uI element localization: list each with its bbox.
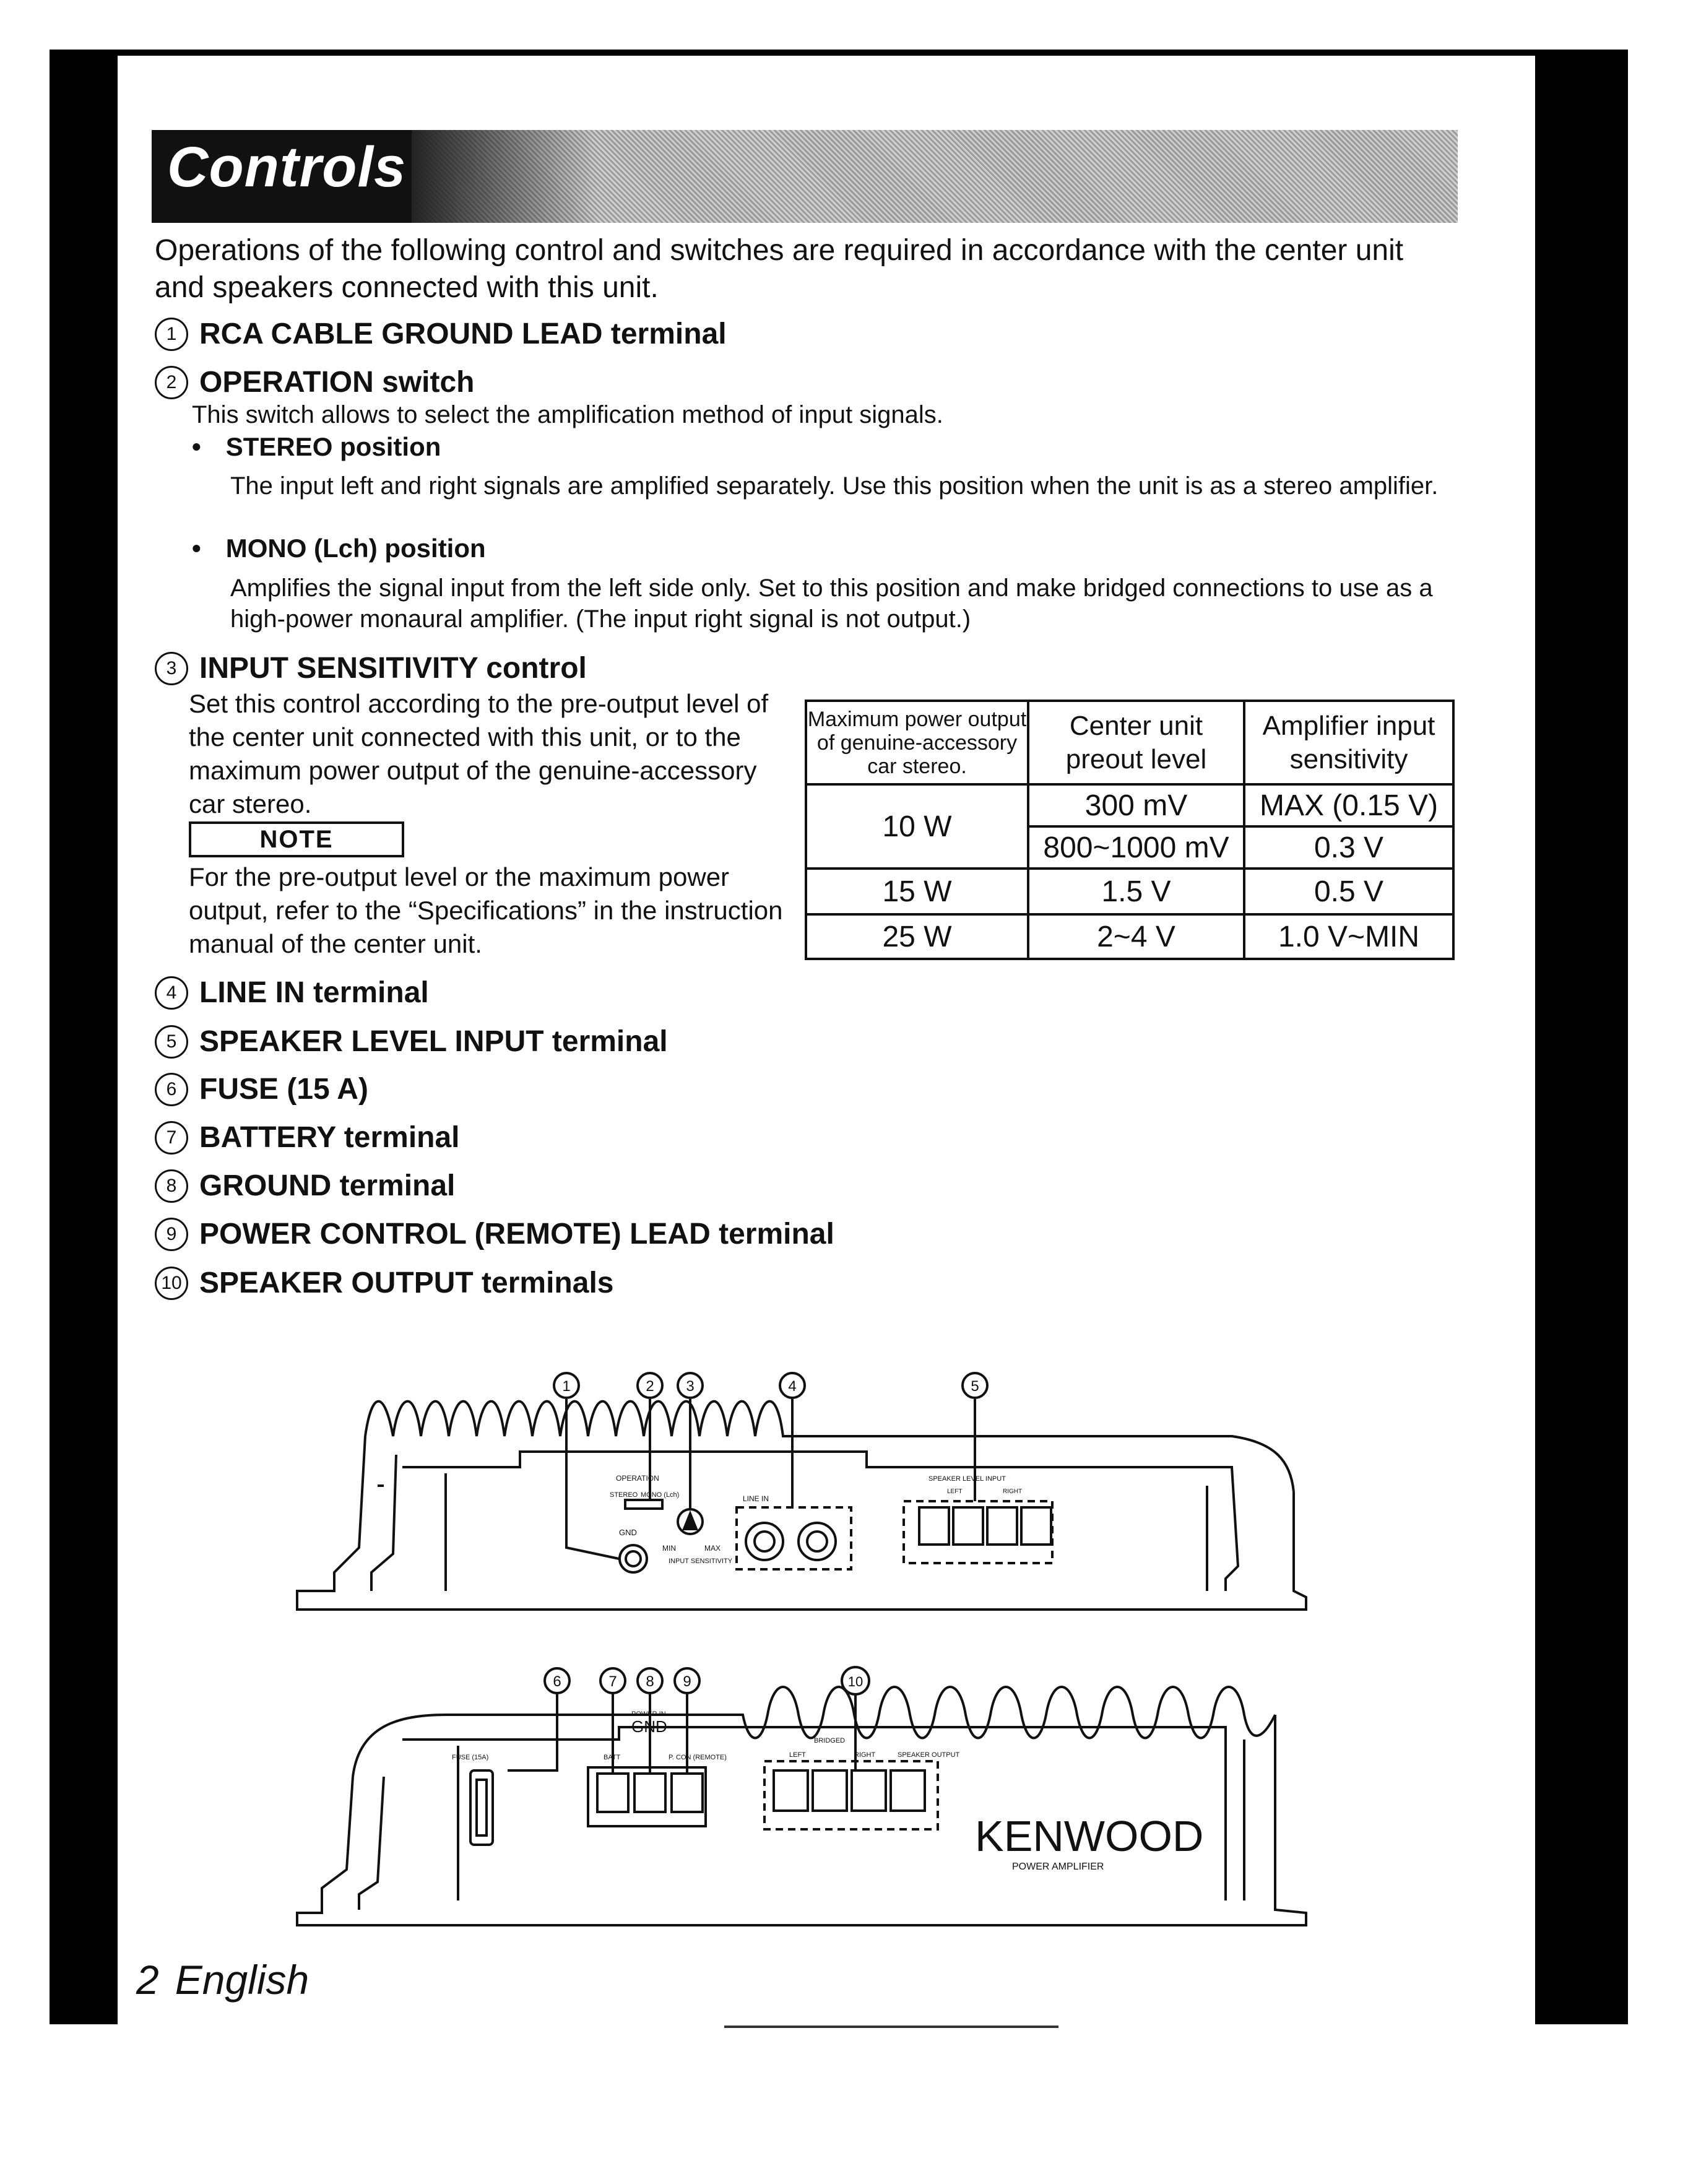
remote-terminal-icon: [672, 1774, 703, 1812]
speaker-input-terminal-icon: [987, 1507, 1017, 1545]
table-row: [806, 784, 1453, 826]
bottom-rule: [724, 2026, 1058, 2028]
item-number: 10: [155, 1267, 188, 1300]
table-header: Maximum power output of genuine-accessory car stereo.: [806, 701, 1028, 784]
callout-number: 3: [686, 1378, 695, 1395]
diagram-label: RIGHT: [854, 1751, 876, 1759]
operation-switch-icon: [625, 1500, 662, 1509]
page-title: Controls: [167, 136, 407, 199]
speaker-output-terminal-icon: [891, 1770, 925, 1811]
callout-number: 4: [788, 1378, 797, 1395]
table-header: Amplifier input sensitivity: [1244, 701, 1453, 784]
item-rca-ground: [155, 317, 727, 351]
item-label: GROUND terminal: [199, 1169, 456, 1202]
item-power-control: [155, 1217, 834, 1251]
diagram-label: MONO (Lch): [641, 1491, 680, 1499]
item-number: 6: [155, 1073, 188, 1106]
item-input-sensitivity: [155, 651, 587, 685]
diagram-label: SPEAKER OUTPUT: [898, 1751, 960, 1759]
diagram-label: MAX: [704, 1544, 721, 1553]
brand-logo: KENWOOD: [975, 1812, 1204, 1860]
diagram-label: P. CON (REMOTE): [669, 1754, 727, 1761]
table-cell: 0.3 V: [1244, 826, 1453, 869]
stereo-desc: The input left and right signals are amplified separately. Use this position when the unit is as a stereo amplifier.: [230, 472, 1439, 500]
callout-number: 2: [646, 1378, 654, 1395]
table-cell: 1.0 V~MIN: [1244, 914, 1453, 959]
table-cell: 10 W: [806, 784, 1028, 869]
fuse-icon: [470, 1770, 493, 1845]
diagram-label: LEFT: [947, 1488, 963, 1495]
item-label: SPEAKER LEVEL INPUT terminal: [199, 1025, 668, 1058]
table-cell: 25 W: [806, 914, 1028, 959]
item-label: RCA CABLE GROUND LEAD terminal: [199, 318, 727, 350]
speaker-output-terminal-icon: [774, 1770, 808, 1811]
item-label: INPUT SENSITIVITY control: [199, 652, 587, 685]
item-number: 2: [155, 366, 188, 399]
table-cell: 0.5 V: [1244, 869, 1453, 914]
item-number: 3: [155, 652, 188, 685]
table-row: [806, 914, 1453, 959]
speaker-output-terminal-icon: [852, 1770, 886, 1811]
amp-top-panel: [297, 1373, 1306, 1610]
item-speaker-output: [155, 1266, 613, 1300]
sensitivity-desc: Set this control according to the pre-output level of the center unit connected with this unit, or to the maximum power output of the genuine-accessory car stereo.: [189, 689, 769, 818]
table-cell: 2~4 V: [1028, 914, 1244, 959]
diagram-label: GND: [631, 1717, 667, 1736]
scan-border-left: [50, 50, 118, 2024]
stereo-heading: [192, 432, 441, 462]
item-number: 9: [155, 1218, 188, 1251]
callout-number: 5: [971, 1378, 979, 1395]
table-cell: MAX (0.15 V): [1244, 784, 1453, 826]
speaker-input-terminal-icon: [953, 1507, 983, 1545]
callout-number: 6: [553, 1673, 561, 1690]
table-header: Center unit preout level: [1028, 701, 1244, 784]
item-label: POWER CONTROL (REMOTE) LEAD terminal: [199, 1218, 834, 1250]
speaker-input-terminal-icon: [919, 1507, 949, 1545]
item-operation-switch: [155, 365, 475, 399]
line-in-left-icon: [746, 1523, 783, 1560]
brand-subtitle: POWER AMPLIFIER: [1012, 1861, 1104, 1872]
diagram-label: POWER IN: [631, 1710, 666, 1718]
diagram-label: RIGHT: [1003, 1488, 1023, 1495]
callout-number: 9: [683, 1673, 691, 1690]
item-number: 7: [155, 1121, 188, 1155]
ground-terminal-icon: [634, 1774, 665, 1812]
diagram-label: SPEAKER LEVEL INPUT: [928, 1475, 1006, 1483]
item-number: 5: [155, 1025, 188, 1059]
callout-number: 8: [646, 1673, 654, 1690]
item-ground: [155, 1169, 455, 1203]
bullet-icon: •: [192, 432, 201, 461]
item-line-in: [155, 976, 429, 1010]
item-label: FUSE (15 A): [199, 1073, 368, 1106]
item-label: OPERATION switch: [199, 366, 475, 399]
item-label: BATTERY terminal: [199, 1121, 460, 1154]
bullet-icon: •: [192, 534, 201, 563]
page-number: 2: [136, 1957, 159, 2003]
table-header-row: [806, 701, 1453, 784]
stereo-label: STEREO position: [225, 432, 441, 461]
diagram-label: GND: [619, 1528, 637, 1537]
callout-number: 7: [608, 1673, 617, 1690]
battery-terminal-icon: [597, 1774, 628, 1812]
note-label: NOTE: [189, 821, 404, 857]
mono-label: MONO (Lch) position: [225, 534, 486, 563]
line-in-right-icon: [799, 1523, 836, 1560]
intro-text: Operations of the following control and switches are required in accordance with the center unit and speakers connected with this unit.: [155, 234, 1404, 304]
scan-border-right: [1535, 50, 1628, 2024]
item-battery: [155, 1120, 460, 1155]
item-fuse: [155, 1072, 368, 1106]
item-number: 8: [155, 1169, 188, 1203]
item-number: 4: [155, 976, 188, 1010]
footer-language: English: [175, 1957, 309, 2003]
diagram-label: MIN: [662, 1544, 676, 1553]
diagram-label: BRIDGED: [814, 1737, 846, 1744]
note-text: For the pre-output level or the maximum power output, refer to the “Specifications” in the instruction manual of the center unit.: [189, 862, 783, 958]
diagram-label: INPUT SENSITIVITY: [669, 1558, 733, 1565]
item-label: LINE IN terminal: [199, 976, 429, 1009]
diagram-label: LEFT: [789, 1751, 806, 1759]
callout-number: 10: [847, 1674, 863, 1689]
amplifier-diagram: [260, 1343, 1325, 1938]
table-cell: 300 mV: [1028, 784, 1244, 826]
page-footer: [136, 1956, 309, 2003]
gnd-screw-icon: [620, 1545, 647, 1572]
callout-number: 1: [562, 1378, 571, 1395]
table-cell: 800~1000 mV: [1028, 826, 1244, 869]
sensitivity-table: [805, 700, 1455, 960]
amp-bottom-panel: [297, 1667, 1306, 1925]
diagram-label: FUSE (15A): [452, 1754, 489, 1761]
table-cell: 15 W: [806, 869, 1028, 914]
diagram-label: OPERATION: [616, 1474, 659, 1483]
table-row: [806, 869, 1453, 914]
diagram-label: LINE IN: [743, 1494, 769, 1503]
diagram-label: STEREO: [610, 1491, 638, 1499]
mono-heading: [192, 534, 486, 563]
operation-desc: This switch allows to select the amplification method of input signals.: [192, 401, 943, 428]
speaker-input-terminal-icon: [1021, 1507, 1051, 1545]
item-number: 1: [155, 318, 188, 351]
item-label: SPEAKER OUTPUT terminals: [199, 1267, 614, 1299]
speaker-output-terminal-icon: [813, 1770, 847, 1811]
scan-border-top: [50, 50, 1628, 56]
item-speaker-level-input: [155, 1025, 668, 1059]
mono-desc: Amplifies the signal input from the left side only. Set to this position and make bridged connections to use as a high-power monaural amplifier. (The input right signal is not output.): [230, 574, 1433, 633]
diagram-label: BATT: [604, 1754, 621, 1761]
table-cell: 1.5 V: [1028, 869, 1244, 914]
